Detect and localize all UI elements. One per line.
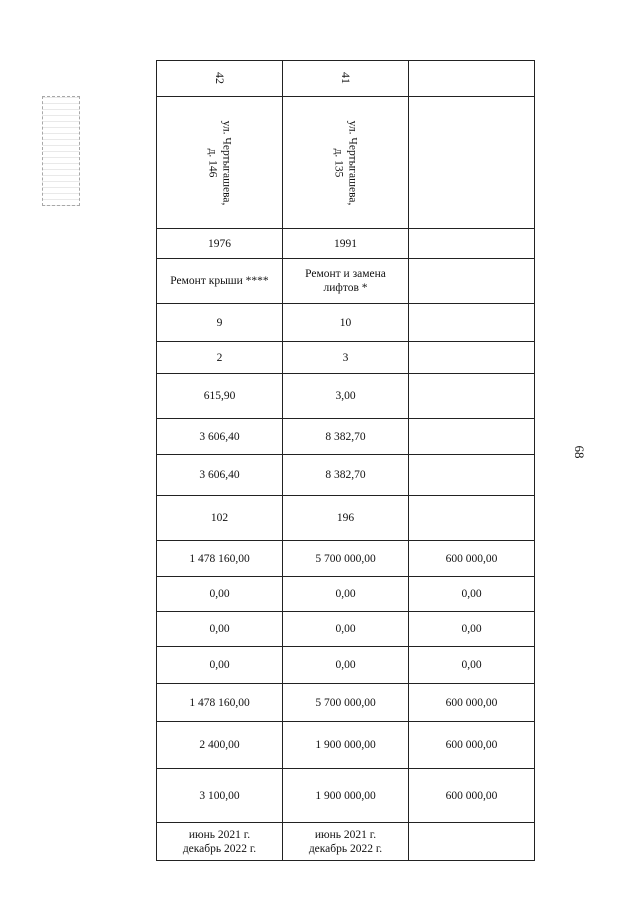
cell-value: 3 606,40 xyxy=(157,455,283,496)
table-row-year xyxy=(157,229,535,259)
cell-period: июнь 2021 г. декабрь 2022 г. xyxy=(157,823,283,861)
table-row-period xyxy=(157,823,535,861)
cell-value: 3,00 xyxy=(283,374,409,419)
cell-entrances: 3 xyxy=(283,342,409,374)
cell-value: 0,00 xyxy=(409,612,535,647)
cell-empty xyxy=(409,823,535,861)
table-row-value xyxy=(157,374,535,419)
table-row-value xyxy=(157,455,535,496)
cell-number: 42 xyxy=(157,61,283,97)
cell-entrances: 2 xyxy=(157,342,283,374)
cell-value: 600 000,00 xyxy=(409,769,535,823)
cell-value: 8 382,70 xyxy=(283,455,409,496)
cell-value: 0,00 xyxy=(157,612,283,647)
cell-value: 1 478 160,00 xyxy=(157,541,283,577)
table-row-value xyxy=(157,419,535,455)
cell-floors: 9 xyxy=(157,304,283,342)
cell-year: 1991 xyxy=(283,229,409,259)
cell-value: 5 700 000,00 xyxy=(283,684,409,722)
cell-value: 0,00 xyxy=(157,647,283,684)
cell-period: июнь 2021 г. декабрь 2022 г. xyxy=(283,823,409,861)
archive-stamp xyxy=(42,96,80,206)
cell-value: 1 900 000,00 xyxy=(283,722,409,769)
table-row-value xyxy=(157,684,535,722)
page-number: 68 xyxy=(572,445,587,459)
cell-empty xyxy=(409,342,535,374)
cell-value: 5 700 000,00 xyxy=(283,541,409,577)
cell-value: 1 478 160,00 xyxy=(157,684,283,722)
table-row-entrances xyxy=(157,342,535,374)
cell-value xyxy=(409,374,535,419)
table-row-value xyxy=(157,541,535,577)
cell-value: 600 000,00 xyxy=(409,684,535,722)
table-row-value xyxy=(157,612,535,647)
repair-program-table xyxy=(156,60,535,861)
table-row-value xyxy=(157,496,535,541)
cell-value: 0,00 xyxy=(283,577,409,612)
cell-empty xyxy=(409,259,535,304)
table-row-value xyxy=(157,577,535,612)
cell-work-type: Ремонт и замена лифтов * xyxy=(283,259,409,304)
cell-value: 8 382,70 xyxy=(283,419,409,455)
cell-address: ул. Чертыгашева, д. 146 xyxy=(157,97,283,229)
cell-value xyxy=(409,419,535,455)
table-row-number xyxy=(157,61,535,97)
cell-floors: 10 xyxy=(283,304,409,342)
cell-address: ул. Чертыгашева, д. 135 xyxy=(283,97,409,229)
cell-value xyxy=(409,455,535,496)
cell-value: 196 xyxy=(283,496,409,541)
cell-value: 0,00 xyxy=(157,577,283,612)
table-row-value xyxy=(157,722,535,769)
cell-value: 615,90 xyxy=(157,374,283,419)
table-row-value xyxy=(157,647,535,684)
cell-value: 2 400,00 xyxy=(157,722,283,769)
cell-value: 0,00 xyxy=(283,647,409,684)
cell-empty xyxy=(409,61,535,97)
cell-value xyxy=(409,496,535,541)
cell-value: 3 606,40 xyxy=(157,419,283,455)
cell-empty xyxy=(409,229,535,259)
cell-year: 1976 xyxy=(157,229,283,259)
cell-value: 0,00 xyxy=(409,577,535,612)
cell-empty xyxy=(409,97,535,229)
cell-value: 1 900 000,00 xyxy=(283,769,409,823)
cell-number: 41 xyxy=(283,61,409,97)
cell-value: 0,00 xyxy=(283,612,409,647)
cell-empty xyxy=(409,304,535,342)
cell-value: 102 xyxy=(157,496,283,541)
table-row-floors xyxy=(157,304,535,342)
cell-value: 0,00 xyxy=(409,647,535,684)
table-row-value xyxy=(157,769,535,823)
cell-value: 600 000,00 xyxy=(409,541,535,577)
cell-value: 3 100,00 xyxy=(157,769,283,823)
cell-value: 600 000,00 xyxy=(409,722,535,769)
cell-work-type: Ремонт крыши **** xyxy=(157,259,283,304)
table-row-address xyxy=(157,97,535,229)
table-row-work-type xyxy=(157,259,535,304)
